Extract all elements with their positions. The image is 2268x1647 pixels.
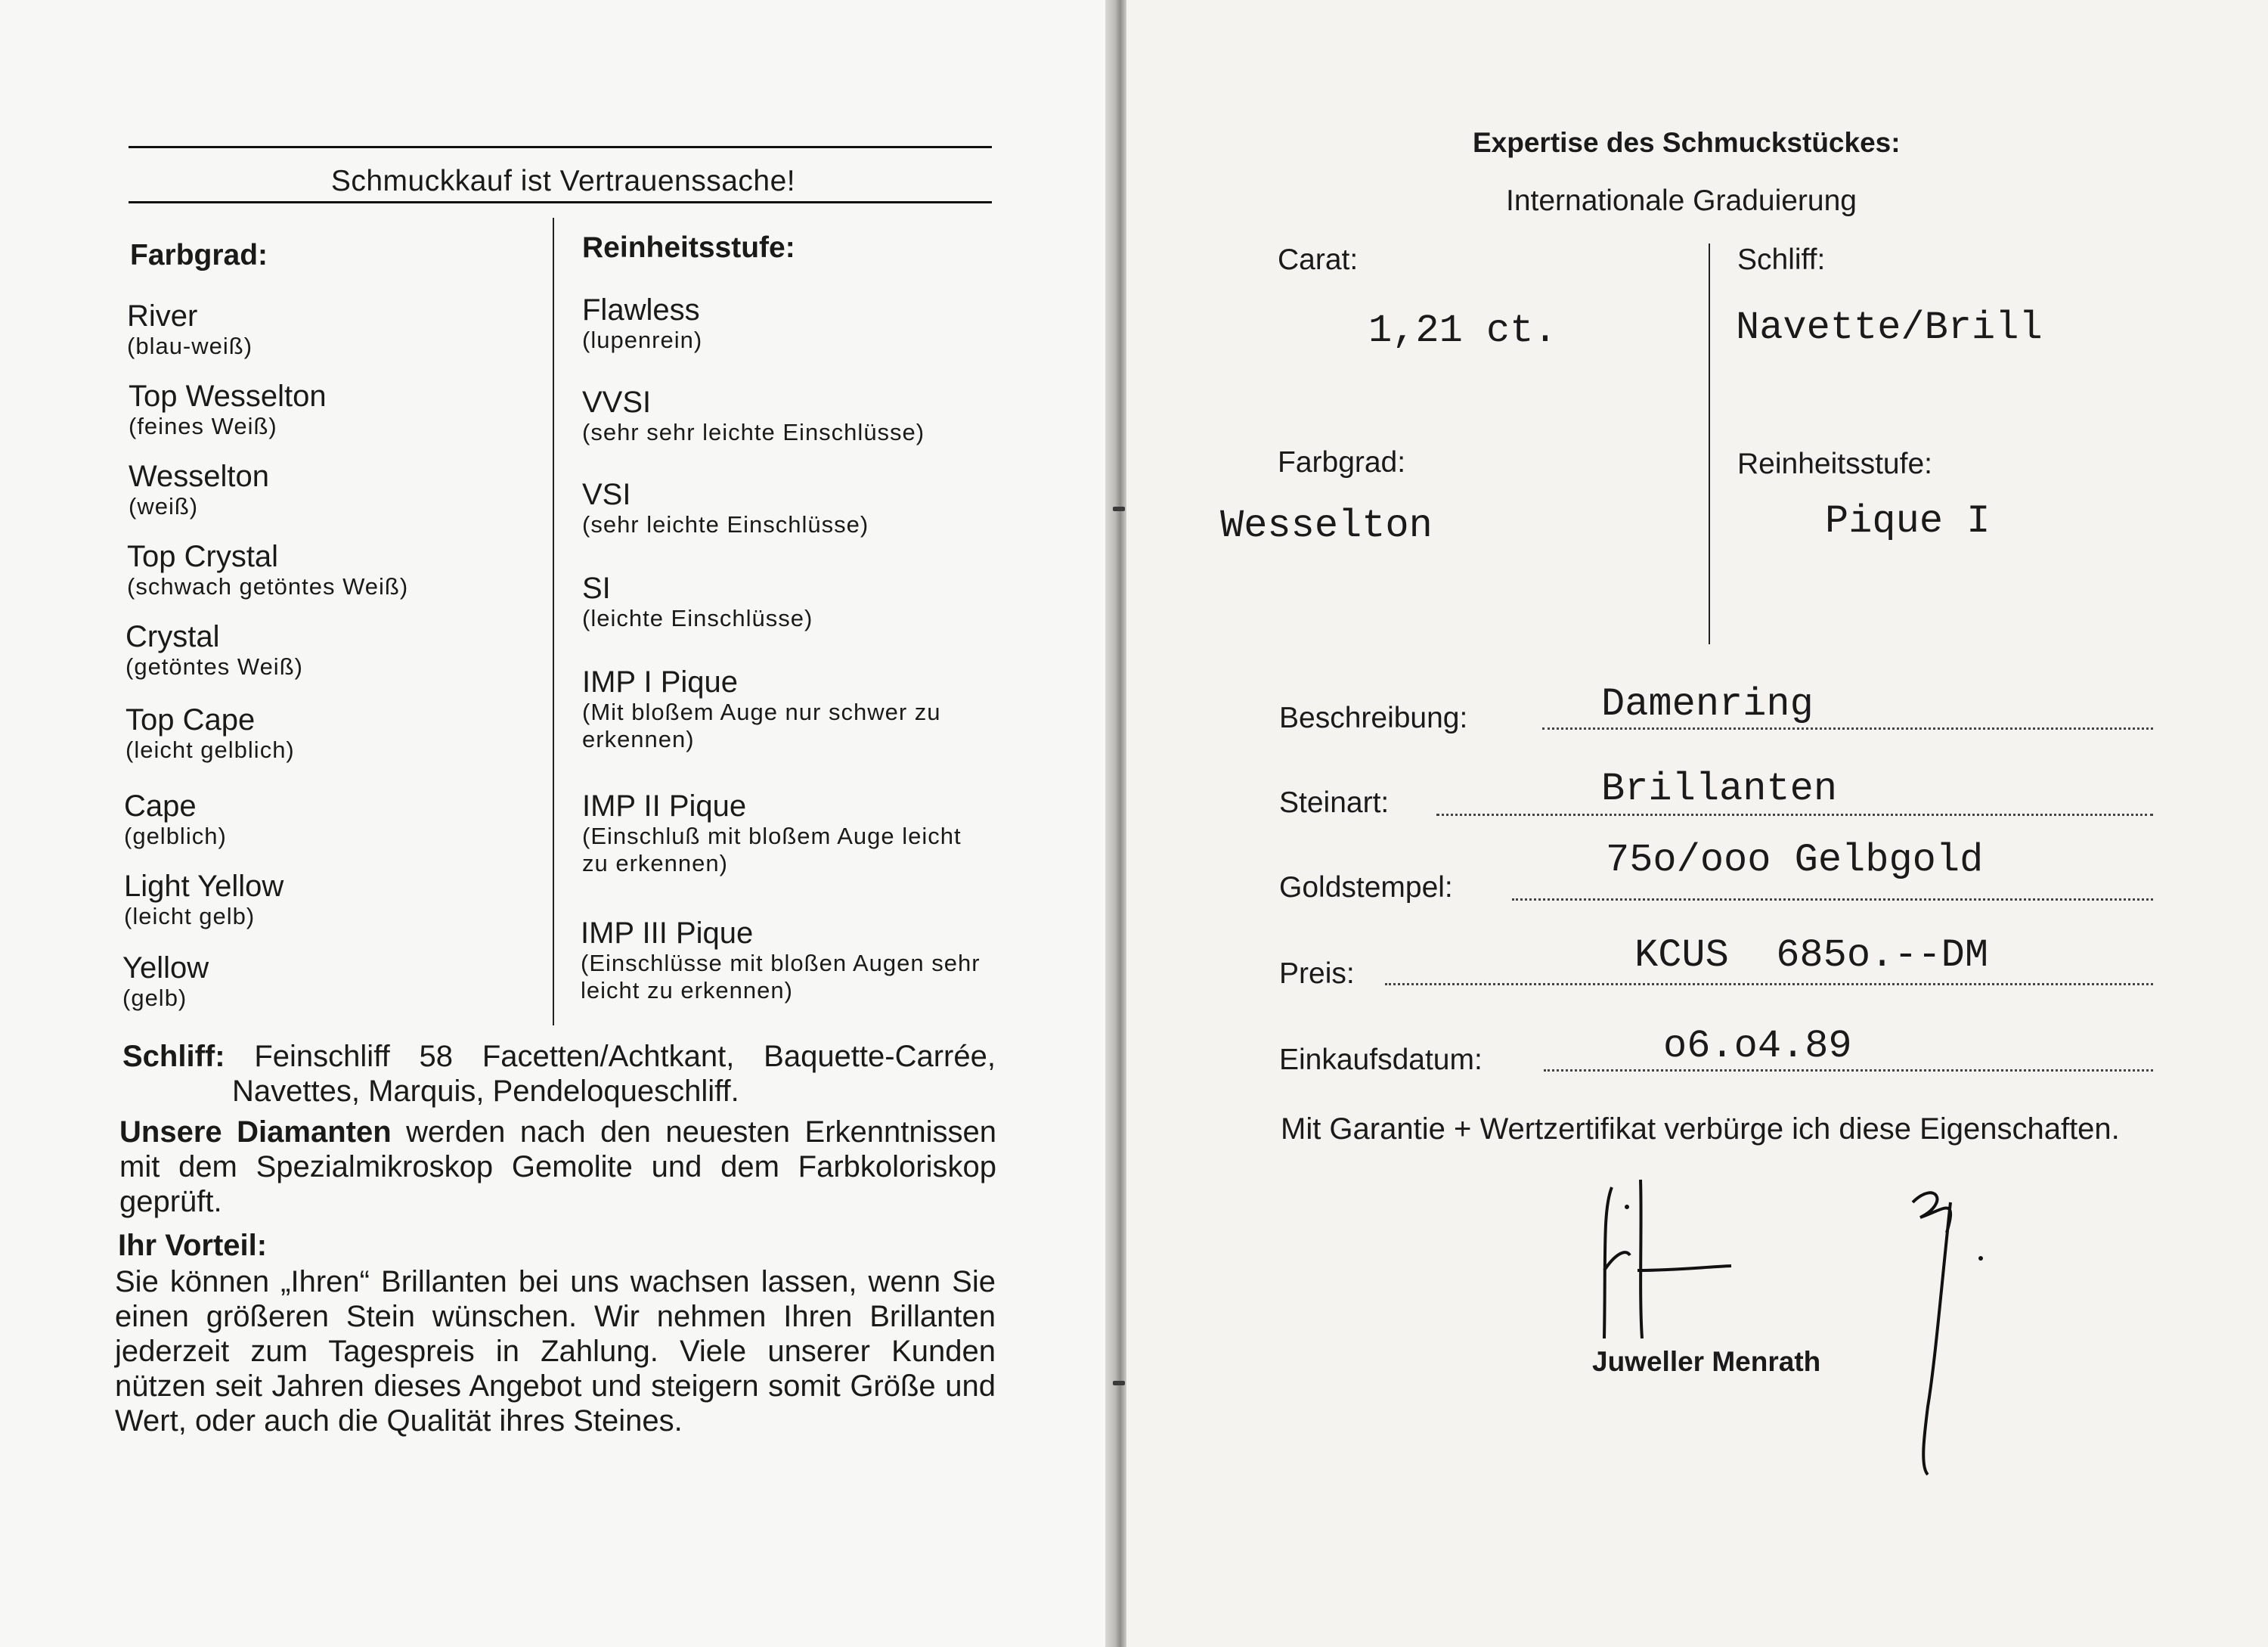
dotted-line: [1436, 814, 2153, 816]
einkaufsdatum-label: Einkaufsdatum:: [1279, 1044, 1483, 1076]
reinheit-item: SI (leichte Einschlüsse): [582, 572, 813, 631]
carat-label: Carat:: [1278, 243, 1359, 276]
column-divider: [553, 218, 554, 1025]
handwritten-signature: [1595, 1165, 1761, 1505]
farbgrad-label: Farbgrad:: [1278, 446, 1406, 479]
right-page: [1126, 0, 2268, 1647]
farbgrad-item: Crystal (getöntes Weiß): [125, 620, 303, 680]
staple: [1113, 507, 1125, 511]
vorteil-paragraph: Sie können „Ihren“ Brillanten bei uns wachsen lassen, wenn Sie einen größeren Stein wünschen. Wir nehmen Ihren Brillanten jederzeit zum Tagespreis in Zahlung. Viele unserer Kunden nützen seit Jahren dieses Angebot und steigern somit Größe und Wert, oder auch die Qualität ihres Steines.: [115, 1265, 996, 1438]
dotted-line: [1542, 727, 2153, 730]
reinheit-item: IMP II Pique (Einschluß mit bloßem Auge leicht zu erkennen): [582, 789, 962, 876]
schliff-value: Navette/Brill: [1736, 306, 2043, 350]
reinheit-item: VSI (sehr leichte Einschlüsse): [582, 478, 869, 538]
steinart-value: Brillanten: [1601, 767, 1838, 811]
diamanten-paragraph: Unsere Diamanten werden nach den neuesten Erkenntnissen mit dem Spezialmikroskop Gemolite und dem Farbkoloriskop geprüft.: [119, 1115, 996, 1218]
farbgrad-item: Wesselton (weiß): [129, 460, 270, 520]
left-header: Schmuckkauf ist Vertrauenssache!: [330, 165, 796, 197]
einkaufsdatum-value: o6.o4.89: [1663, 1024, 1852, 1069]
beschreibung-label: Beschreibung:: [1279, 702, 1468, 734]
goldstempel-value: 75o/ooo Gelbgold: [1606, 838, 1984, 882]
reinheit-value: Pique I: [1825, 499, 1991, 544]
reinheit-item: IMP III Pique (Einschlüsse mit bloßen Augen sehr leicht zu erkennen): [581, 917, 981, 1003]
expertise-divider: [1709, 243, 1710, 644]
farbgrad-heading: Farbgrad:: [130, 239, 268, 271]
expertise-subtitle: Internationale Graduierung: [1506, 185, 1857, 217]
header-top-rule: [129, 146, 992, 148]
dotted-line: [1385, 983, 2153, 985]
reinheit-item: VVSI (sehr sehr leichte Einschlüsse): [582, 386, 925, 445]
preis-label: Preis:: [1279, 957, 1355, 990]
carat-value: 1,21 ct.: [1368, 309, 1557, 353]
schliff-paragraph: Schliff: Feinschliff 58 Facetten/Achtkant, Baquette-Carrée, Navettes, Marquis, Pendeloqueschliff.: [122, 1040, 996, 1108]
vorteil-heading: Ihr Vorteil:: [118, 1229, 268, 1262]
dotted-line: [1544, 1069, 2153, 1072]
handwritten-initial: [1890, 1180, 1996, 1497]
expertise-title: Expertise des Schmuckstückes:: [1473, 127, 1901, 158]
farbgrad-value: Wesselton: [1220, 504, 1433, 548]
farbgrad-item: Yellow (gelb): [122, 951, 209, 1011]
header-bottom-rule: [129, 201, 992, 203]
staple: [1113, 1381, 1125, 1385]
reinheit-item: IMP I Pique (Mit bloßem Auge nur schwer zu erkennen): [582, 665, 941, 752]
preis-value: KCUS 685o.--DM: [1634, 933, 1989, 978]
steinart-label: Steinart:: [1279, 786, 1390, 819]
dotted-line: [1512, 898, 2153, 901]
farbgrad-item: River (blau-weiß): [127, 299, 253, 359]
left-page: [0, 0, 1111, 1647]
schliff-label: Schliff:: [1737, 243, 1826, 276]
reinheit-item: Flawless (lupenrein): [582, 293, 703, 353]
beschreibung-value: Damenring: [1601, 682, 1814, 727]
farbgrad-item: Top Crystal (schwach getöntes Weiß): [127, 540, 409, 600]
reinheit-heading: Reinheitsstufe:: [582, 231, 795, 264]
jeweller-name: Juweller Menrath: [1592, 1346, 1821, 1377]
farbgrad-item: Cape (gelblich): [124, 789, 227, 849]
reinheit-label: Reinheitsstufe:: [1737, 448, 1932, 480]
goldstempel-label: Goldstempel:: [1279, 871, 1453, 904]
guarantee-text: Mit Garantie + Wertzertifikat verbürge ich diese Eigenschaften.: [1281, 1112, 2120, 1146]
farbgrad-item: Top Wesselton (feines Weiß): [129, 380, 327, 439]
farbgrad-item: Top Cape (leicht gelblich): [125, 703, 295, 763]
farbgrad-item: Light Yellow (leicht gelb): [124, 870, 284, 929]
